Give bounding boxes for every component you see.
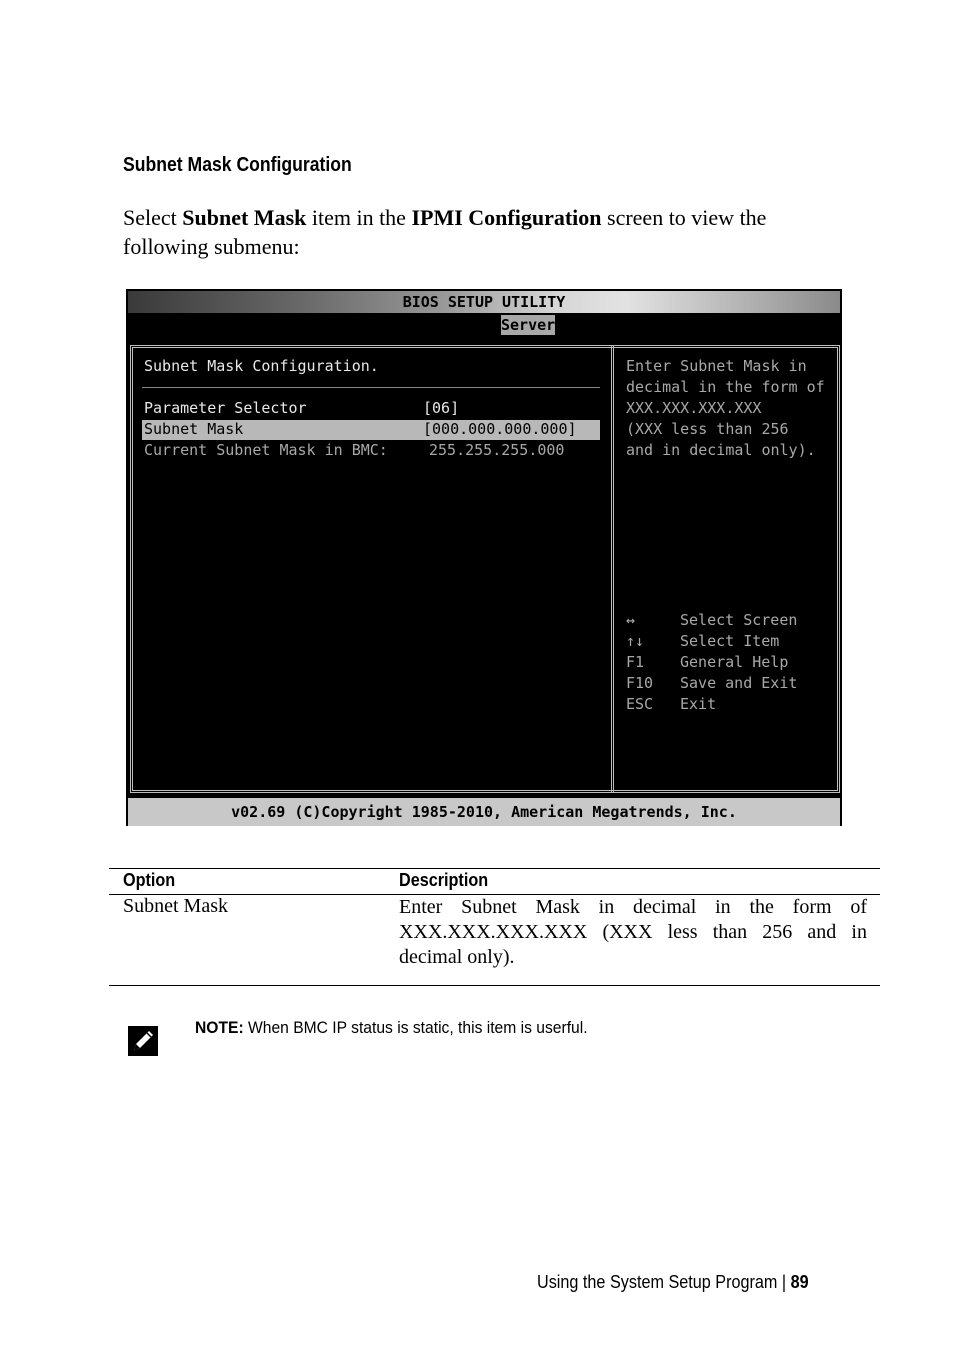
bios-key-action: Select Item — [680, 632, 780, 650]
bios-screenshot — [126, 289, 842, 826]
bios-separator — [142, 387, 600, 388]
bios-title-bar: BIOS SETUP UTILITY — [128, 291, 840, 313]
intro-text-1: Select — [123, 205, 183, 230]
bios-help-line: Enter Subnet Mask in — [626, 357, 807, 375]
intro-text-2: item in the — [306, 205, 412, 230]
bios-row-label-subnet-mask[interactable]: Subnet Mask — [144, 420, 244, 438]
bios-row-value-parameter-selector[interactable]: [06] — [423, 399, 460, 417]
bios-key-action: Exit — [680, 695, 717, 713]
bios-help-line: decimal in the form of — [626, 378, 825, 396]
bios-panel-divider — [611, 345, 614, 793]
bios-row-label-current-subnet: Current Subnet Mask in BMC: — [144, 441, 388, 459]
bios-row-value-current-subnet: 255.255.255.000 — [429, 441, 565, 459]
bios-key-f1: F1 — [626, 653, 645, 671]
table-top-rule — [109, 868, 880, 869]
bios-key-action: Save and Exit — [680, 674, 798, 692]
bios-help-line: and in decimal only). — [626, 441, 816, 459]
bios-key-action: General Help — [680, 653, 789, 671]
intro-bold-ipmi-configuration: IPMI Configuration — [411, 205, 602, 230]
footer-title: Using the System Setup Program | — [537, 1272, 791, 1292]
bios-tab-server[interactable]: Server — [501, 316, 556, 334]
note-pencil-icon — [127, 1025, 159, 1057]
note-text — [195, 1018, 588, 1038]
bios-row-label-parameter-selector[interactable]: Parameter Selector — [144, 399, 307, 417]
bios-key-arrows-horizontal-icon: ↔ — [626, 611, 636, 629]
intro-paragraph — [123, 203, 823, 261]
note-label: NOTE: — [195, 1018, 244, 1037]
bios-key-f10: F10 — [626, 674, 654, 692]
bios-key-action: Select Screen — [680, 611, 798, 629]
bios-key-esc: ESC — [626, 695, 654, 713]
bios-help-line: (XXX less than 256 — [626, 420, 789, 438]
intro-bold-subnet-mask: Subnet Mask — [182, 205, 307, 230]
note-body: When BMC IP status is static, this item is userful. — [243, 1018, 588, 1037]
table-header-description: Description — [399, 870, 489, 890]
intro-text-3: screen to view the following submenu: — [123, 205, 767, 259]
bios-row-value-subnet-mask[interactable]: [000.000.000.000] — [423, 420, 577, 438]
page-footer — [537, 1272, 809, 1293]
page-number: 89 — [790, 1272, 809, 1292]
bios-copyright-bar: v02.69 (C)Copyright 1985-2010, American Megatrends, Inc. — [128, 798, 840, 826]
bios-help-line: XXX.XXX.XXX.XXX — [626, 399, 762, 417]
table-cell-option: Subnet Mask — [123, 895, 228, 917]
table-cell-description: Enter Subnet Mask in decimal in the form of XXX.XXX.XXX.XXX (XXX less than 256 and in decimal only). — [399, 896, 867, 968]
section-heading: Subnet Mask Configuration — [123, 154, 352, 176]
table-bottom-rule — [109, 985, 880, 986]
table-header-option: Option — [123, 870, 176, 890]
bios-key-arrows-vertical-icon: ↑↓ — [626, 632, 645, 650]
bios-section-title: Subnet Mask Configuration. — [144, 357, 379, 375]
